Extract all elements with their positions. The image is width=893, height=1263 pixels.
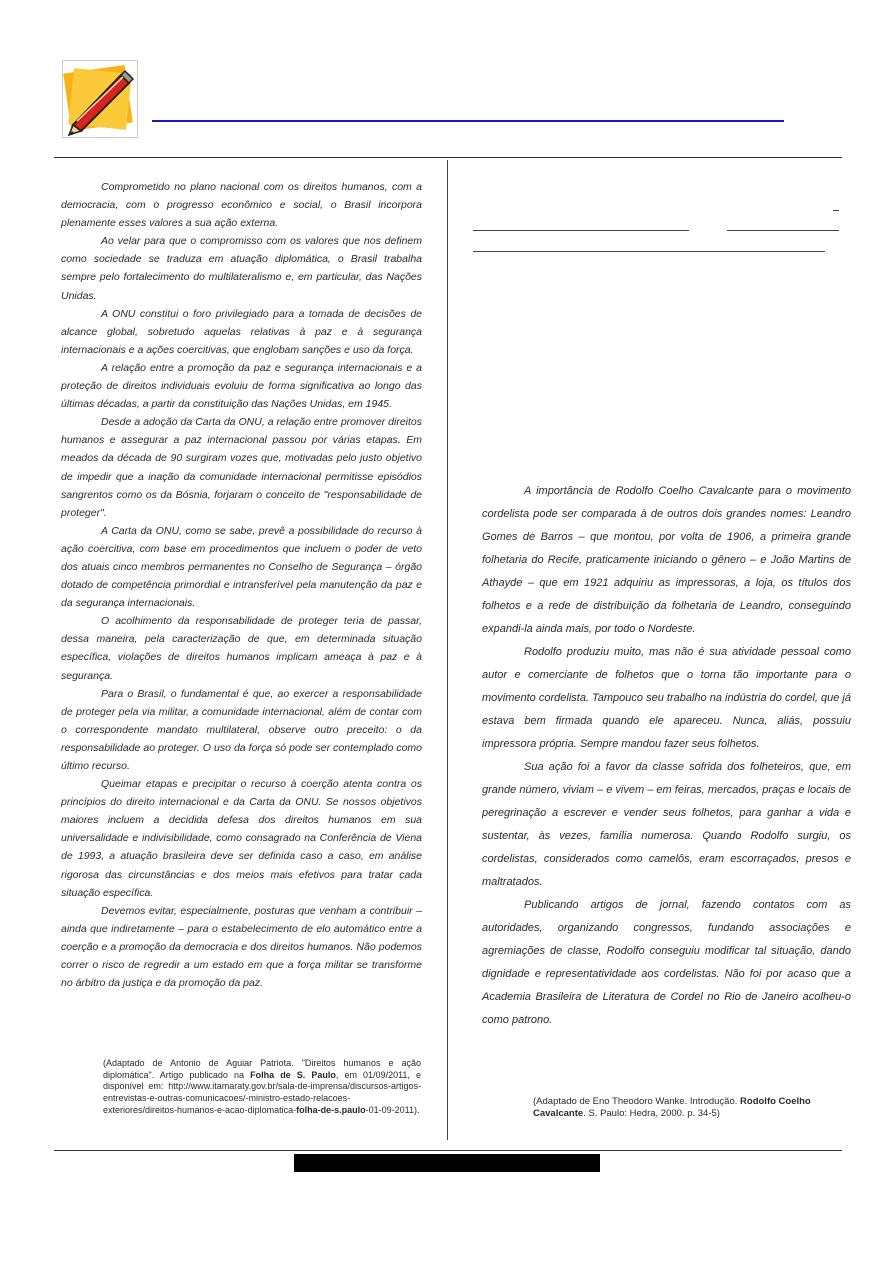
paragraph: Rodolfo produziu muito, mas não é sua atividade pessoal como autor e comerciante de folhetos que o torna tão importante para o movimento cordelista. Tampouco seu trabalho na indústria do cordel, que já estava bem firmada quando ele apareceu. Nunca, aliás, possuiu impressora própria. Sempre mandou fazer seus folhetos. <box>482 646 851 750</box>
column-divider <box>447 160 448 1140</box>
footer-black-bar <box>294 1154 600 1172</box>
right-column-text <box>482 480 851 1032</box>
blank-line <box>473 230 689 231</box>
paragraph: Devemos evitar, especialmente, posturas que venham a contribuir – ainda que indiretamente – para o estabelecimento de elo automático entre a coerção e a promoção da democracia e dos direitos humanos. Não podemos correr o risco de regredir a um estado em que a força militar se transforme no árbitro da justiça e da promoção da paz. <box>61 904 422 990</box>
citation-bold: Rodolfo Coelho Cavalcante <box>533 1096 811 1119</box>
paragraph: Comprometido no plano nacional com os direitos humanos, com a democracia, com o progresso econômico e social, o Brasil incorpora plenamente esses valores a sua ação externa. <box>61 181 422 230</box>
citation-text: -01-09-2011). <box>365 1104 420 1115</box>
paragraph: A importância de Rodolfo Coelho Cavalcante para o movimento cordelista pode ser comparada à de outros dois grandes nomes: Leandro Gomes de Barros – que montou, por volta de 1906, a primeira grande folhetaria do Recife, praticamente iniciando o gênero – e João Martins de Athayde – que em 1921 adquiriu as impressoras, a loja, os títulos dos folhetos e a rede de distribuição da folhetaria de Leandro, conseguindo expandi-la ainda mais, por todo o Nordeste. <box>482 485 851 635</box>
paragraph: Queimar etapas e precipitar o recurso à coerção atenta contra os princípios do direito internacional e da Carta da ONU. Se nossos objetivos maiores incluem a decidida defesa dos direitos humanos em sua universalidade e indivisibilidade, como consagrado na Conferência de Viena de 1993, a atuação brasileira deve ser definida caso a caso, em análise rigorosa das circunstâncias e dos meios mais efetivos para tratar cada situação específica. <box>61 778 422 899</box>
answer-blank-lines <box>473 200 839 260</box>
citation-bold: Folha de S. Paulo <box>250 1069 336 1080</box>
citation-text: (Adaptado de Eno Theodoro Wanke. Introdução. <box>533 1096 741 1107</box>
right-source-citation <box>533 1096 851 1120</box>
citation-text: , em 01/09/2011, e disponível em: http://www.itamaraty.gov.br/sala-de-imprensa/discursos-artigos-entrevistas-e-outras-comunicacoes/-ministro-estado-relacoes-exteriores/direitos-humanos-e-acao-diplomatica- <box>103 1069 422 1115</box>
paragraph: A relação entre a promoção da paz e segurança internacionais e a proteção de direitos individuais evoluiu de forma significativa ao longo das últimas décadas, a partir da constituição das Nações Unidas, em 1945. <box>61 361 422 411</box>
paragraph: O acolhimento da responsabilidade de proteger teria de passar, dessa maneira, pela caracterização de que, em determinada situação específica, violações de direitos humanos implicam ameaça à paz e à segurança. <box>61 615 422 682</box>
paragraph: Ao velar para que o compromisso com os valores que nos definem como sociedade se traduza em atuação diplomática, o Brasil trabalha sempre pelo fortalecimento do multilateralismo e, em particular, das Nações Unidas. <box>61 235 422 302</box>
header-blue-rule <box>152 120 784 122</box>
paragraph: Desde a adoção da Carta da ONU, a relação entre promover direitos humanos e assegurar a paz internacional passou por várias etapas. Em meados da década de 90 surgiram vozes que, motivadas pelo justo objetivo de impedir que a inação da comunidade internacional permitisse episódios sangrentos como os da Bósnia, forjaram o conceito de "responsabilidade de proteger". <box>61 416 422 519</box>
citation-text: (Adaptado de Antonio de Aguiar Patriota. "Direitos humanos e ação diplomática". Artigo publicado na <box>103 1058 421 1080</box>
paragraph: A ONU constitui o foro privilegiado para a tomada de decisões de alcance global, sobretudo aquelas relativas à paz e à segurança internacionais e a ações coercitivas, que englobam sanções e uso da força. <box>61 307 422 356</box>
paragraph: A Carta da ONU, como se sabe, prevê a possibilidade do recurso à ação coercitiva, com base em procedimentos que incluem o poder de veto dos atuais cinco membros permanentes no Conselho de Segurança – órgão dotado de competência primordial e intransferível pela manutenção da paz e da segurança internacionais. <box>61 524 422 610</box>
left-column-text <box>61 178 422 992</box>
header-divider <box>54 157 842 158</box>
paragraph: Para o Brasil, o fundamental é que, ao exercer a responsabilidade de proteger pela via militar, a comunidade internacional, além de contar com o correspondente mandato multilateral, observe outro preceito: o da responsabilidade ao proteger. O uso da força só pode ser contemplado como último recurso. <box>61 687 422 772</box>
left-source-citation <box>103 1058 421 1117</box>
paragraph: Sua ação foi a favor da classe sofrida dos folheteiros, que, em grande número, viviam – e vivem – em feiras, mercados, praças e locais de peregrinação a escrever e vender seus folhetos, para ganhar a vida e sustentar, às vezes, família numerosa. Quando Rodolfo surgiu, os cordelistas, considerados como camelôs, eram escorraçados, presos e maltratados. <box>482 761 851 888</box>
pencil-logo-icon <box>62 60 138 138</box>
blank-line <box>473 251 825 252</box>
footer-divider <box>54 1150 842 1151</box>
paragraph: Publicando artigos de jornal, fazendo contatos com as autoridades, organizando congressos, fundando associações e agremiações de classe, Rodolfo conseguiu modificar tal situação, dando dignidade e representatividade aos cordelistas. Não foi por acaso que a Academia Brasileira de Literatura de Cordel no Rio de Janeiro acolheu-o como patrono. <box>482 899 851 1026</box>
citation-text: . S. Paulo: Hedra, 2000. p. 34-5) <box>583 1108 720 1119</box>
blank-line <box>833 210 839 211</box>
citation-bold: folha-de-s.paulo <box>296 1104 366 1115</box>
blank-line <box>727 230 839 231</box>
